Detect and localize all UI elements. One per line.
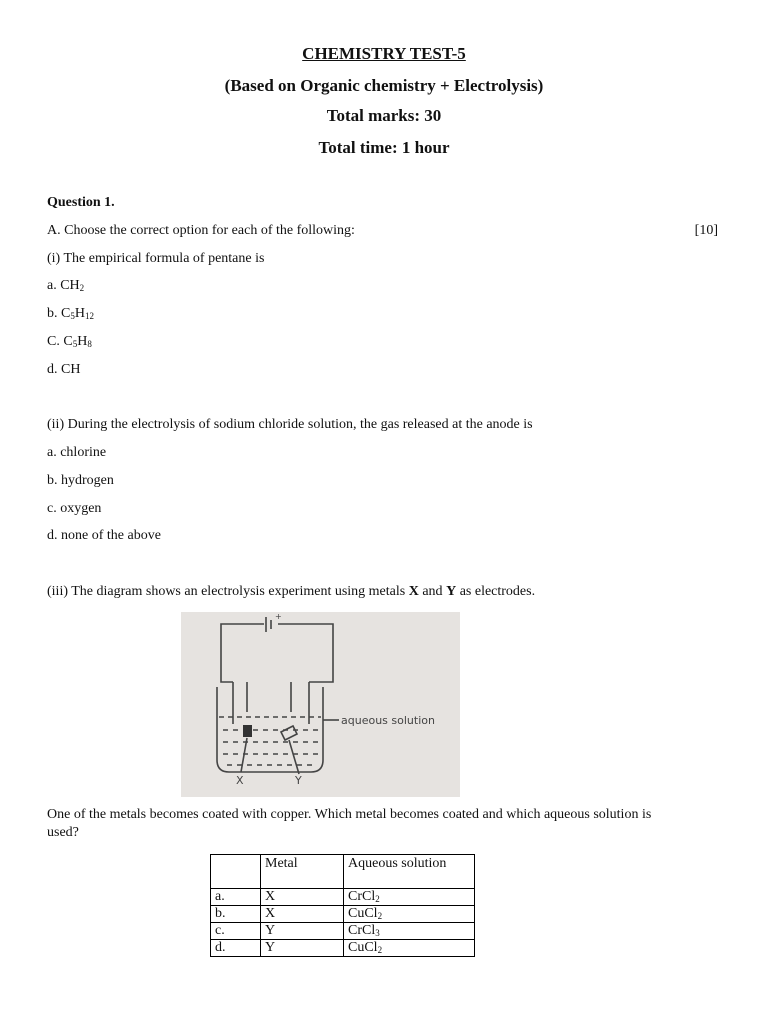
diagram-label-solution: aqueous solution <box>341 714 435 727</box>
test-title: CHEMISTRY TEST-5 <box>302 44 466 63</box>
table-row <box>211 906 475 923</box>
table-cell: c. <box>211 923 261 940</box>
total-time: Total time: 1 hour <box>318 138 450 157</box>
followup-line-2: used? <box>47 825 79 840</box>
options-table <box>210 854 475 957</box>
diagram-label-y: Y <box>295 774 302 787</box>
table-cell: Y <box>261 940 344 957</box>
question-heading: Question 1. <box>47 195 115 210</box>
table-header-row <box>211 855 475 889</box>
table-cell: X <box>261 889 344 906</box>
option-i-b: b. $C_5H_{12}$ <box>47 306 94 321</box>
option-i-d: d. CH <box>47 362 81 377</box>
table-header-cell <box>211 855 261 889</box>
followup-line-1: One of the metals becomes coated with copper. Which metal becomes coated and which aqueous solution is <box>47 807 652 822</box>
diagram-label-x: X <box>236 774 244 787</box>
marks-bracket: [10] <box>694 223 718 238</box>
electrolysis-diagram <box>181 612 460 797</box>
table-cell: CuCl$_2$ <box>344 940 475 957</box>
option-ii-d: d. none of the above <box>47 528 161 543</box>
question-ii-text: (ii) During the electrolysis of sodium chloride solution, the gas released at the anode is <box>47 417 533 432</box>
table-row <box>211 889 475 906</box>
electrolysis-diagram-svg <box>181 612 460 797</box>
table-cell: CrCl$_2$ <box>344 889 475 906</box>
option-ii-b: b. hydrogen <box>47 473 114 488</box>
option-i-a: a. $CH_2$ <box>47 278 85 293</box>
question-i-text: (i) The empirical formula of pentane is <box>47 251 265 266</box>
table-cell: a. <box>211 889 261 906</box>
table-header-cell: Metal <box>261 855 344 889</box>
table-cell: X <box>261 906 344 923</box>
table-header-cell: Aqueous solution <box>344 855 475 889</box>
question-iii-text: (iii) The diagram shows an electrolysis experiment using metals X and Y as electrodes. <box>47 584 536 599</box>
table-cell: CuCl$_2$ <box>344 906 475 923</box>
table-row <box>211 923 475 940</box>
test-subtitle: (Based on Organic chemistry + Electrolysis) <box>224 76 544 95</box>
table-row <box>211 940 475 957</box>
table-cell: CrCl$_3$ <box>344 923 475 940</box>
option-ii-c: c. oxygen <box>47 501 102 516</box>
svg-text:+: + <box>275 612 282 621</box>
table-cell: d. <box>211 940 261 957</box>
instruction-text: A. Choose the correct option for each of the following: <box>47 223 355 238</box>
table-cell: b. <box>211 906 261 923</box>
option-ii-a: a. chlorine <box>47 445 107 460</box>
total-marks: Total marks: 30 <box>326 106 442 125</box>
table-cell: Y <box>261 923 344 940</box>
option-i-c: C. $C_5H_8$ <box>47 334 92 349</box>
